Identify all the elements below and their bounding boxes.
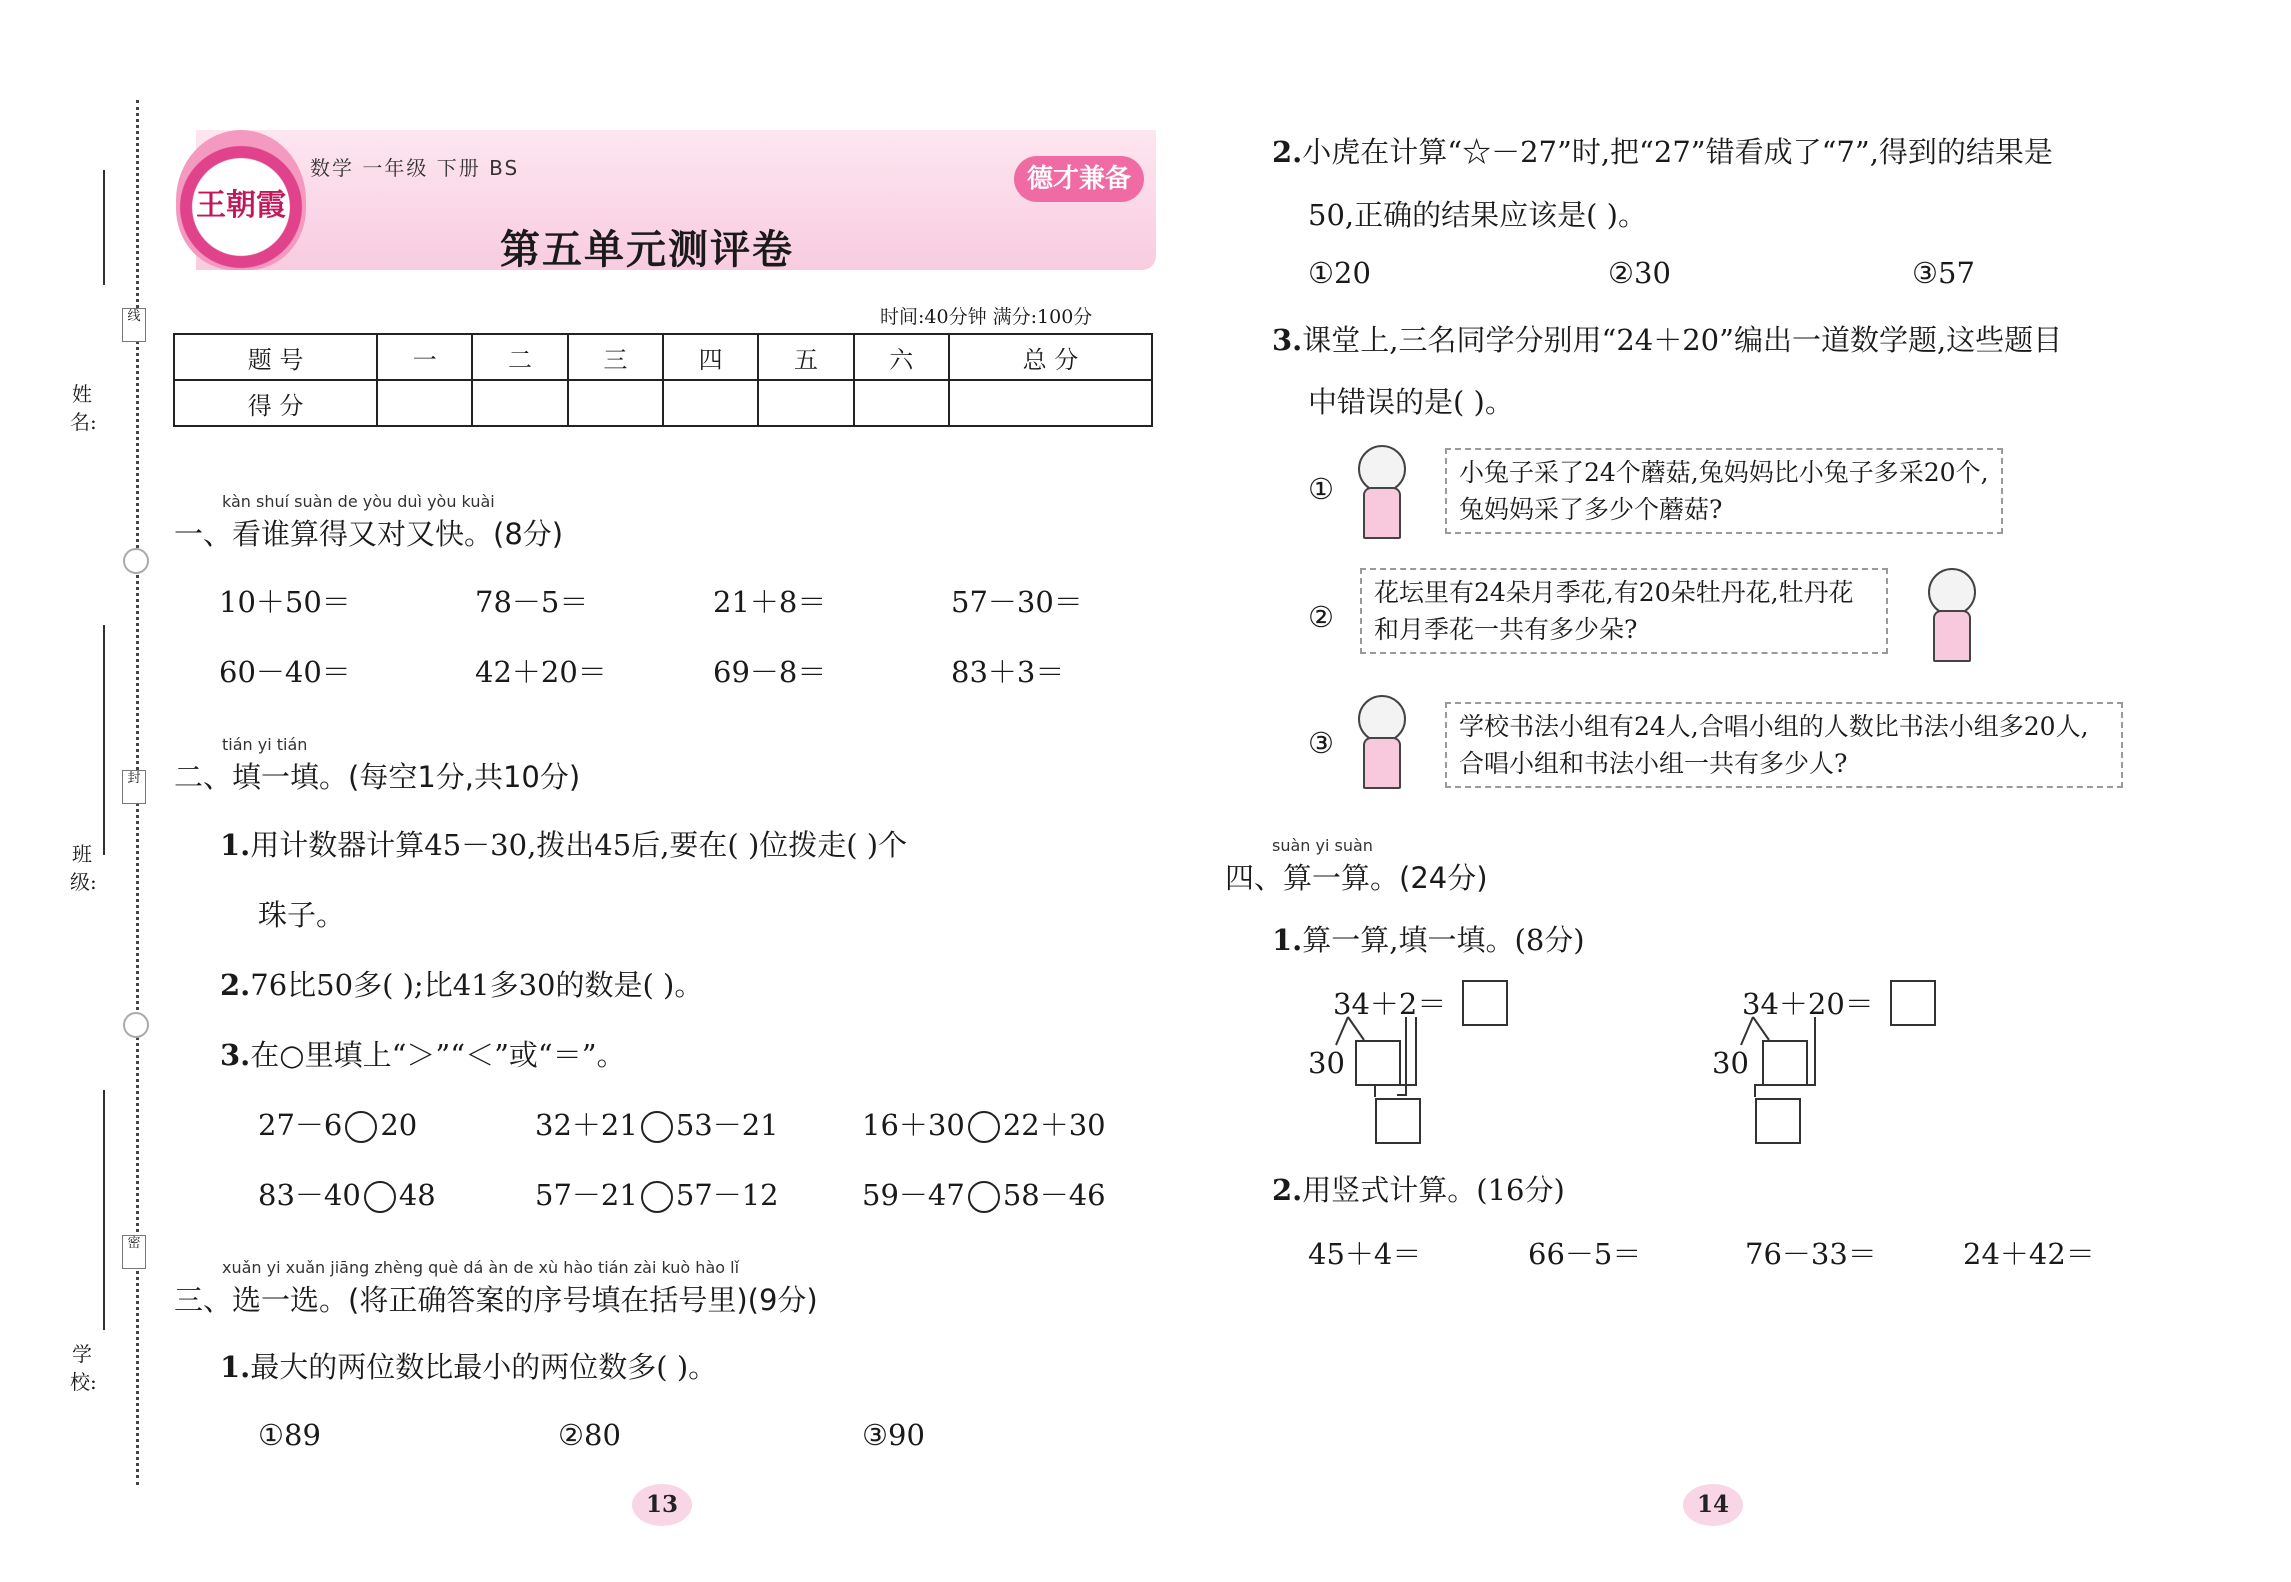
tree-expression: 34＋2＝: [1333, 987, 1447, 1021]
option-mark[interactable]: ②: [1308, 600, 1334, 634]
question-text: 用竖式计算。(16分): [1302, 1173, 1565, 1207]
question-text: 最大的两位数比最小的两位数多( )。: [250, 1350, 718, 1384]
option-2[interactable]: ②80: [558, 1418, 621, 1452]
compare-left: 83－40: [258, 1178, 361, 1212]
calc-item: 76－33＝: [1745, 1237, 1877, 1271]
question-s3-q3: [1272, 318, 2062, 359]
option-1[interactable]: ①20: [1308, 256, 1371, 290]
section2-title: 二、填一填。(每空1分,共10分): [174, 760, 581, 794]
girl-illustration-icon: [1915, 568, 1985, 663]
score-input-cell[interactable]: [568, 380, 663, 426]
compare-circle-blank[interactable]: [968, 1181, 1000, 1213]
tree-part: 30: [1712, 1046, 1749, 1080]
table-cell: 题 号: [174, 334, 377, 380]
cut-mark-line: 线: [122, 308, 146, 342]
question-text: 76比50多( );比41多30的数是( )。: [250, 968, 704, 1002]
girl-illustration-icon: [1345, 695, 1415, 790]
page-number: 14: [1683, 1484, 1743, 1526]
compare-item: [258, 1173, 436, 1214]
answer-box[interactable]: [1462, 980, 1508, 1026]
question-s3-q1: [220, 1345, 717, 1386]
compare-item: [258, 1103, 417, 1144]
compare-right: 53－21: [675, 1108, 779, 1142]
calc-item: 21＋8＝: [713, 585, 827, 619]
compare-left: 57－21: [535, 1178, 638, 1212]
question-number: 1.: [220, 828, 251, 862]
compare-circle-blank[interactable]: [364, 1181, 396, 1213]
option-mark[interactable]: ①: [1308, 472, 1334, 506]
question-number: 2.: [1272, 135, 1303, 169]
badge: 德才兼备: [1014, 156, 1144, 202]
question-number: 1.: [220, 1350, 251, 1384]
name-underline: [103, 170, 105, 285]
option-box: 学校书法小组有24人,合唱小组的人数比书法小组多20人,合唱小组和书法小组一共有多少人?: [1445, 702, 2123, 788]
compare-left: 27－6: [258, 1108, 343, 1142]
table-row: [174, 334, 1152, 380]
cut-mark-seal: 封: [122, 770, 146, 804]
question-s2-q3: [220, 1033, 626, 1074]
score-input-cell[interactable]: [472, 380, 567, 426]
question-s4-q1: [1272, 918, 1585, 959]
question-number: 3.: [1272, 323, 1303, 357]
score-input-cell[interactable]: [949, 380, 1152, 426]
table-cell: 得 分: [174, 380, 377, 426]
table-cell: 三: [568, 334, 663, 380]
option-box: 花坛里有24朵月季花,有20朵牡丹花,牡丹花和月季花一共有多少朵?: [1360, 568, 1888, 654]
question-text: 50,正确的结果应该是( )。: [1308, 198, 1647, 232]
option-1[interactable]: ①89: [258, 1418, 321, 1452]
calc-item: 45＋4＝: [1308, 1237, 1422, 1271]
cut-mark-secret: 密: [122, 1235, 146, 1269]
option-2[interactable]: ②30: [1608, 256, 1671, 290]
subject-breadcrumb: 数学 一年级 下册 BS: [310, 156, 520, 180]
table-cell: 四: [663, 334, 758, 380]
section4-title: 四、算一算。(24分): [1225, 861, 1488, 895]
question-s2-q2: [220, 963, 703, 1004]
question-s4-q2: [1272, 1168, 1565, 1209]
compare-right: 58－46: [1002, 1178, 1106, 1212]
answer-box[interactable]: [1890, 980, 1936, 1026]
compare-right: 57－12: [675, 1178, 779, 1212]
calc-item: 69－8＝: [713, 655, 827, 689]
compare-right: 48: [398, 1178, 436, 1212]
tree-part: 30: [1308, 1046, 1345, 1080]
compare-item: [862, 1103, 1106, 1144]
compare-right: 20: [380, 1108, 418, 1142]
question-number: 2.: [1272, 1173, 1303, 1207]
time-info: 时间:40分钟 满分:100分: [880, 306, 1093, 328]
compare-circle-blank[interactable]: [968, 1111, 1000, 1143]
option-mark[interactable]: ③: [1308, 726, 1334, 760]
calc-item: 78－5＝: [475, 585, 589, 619]
compare-left: 32＋21: [535, 1108, 638, 1142]
option-3[interactable]: ③90: [862, 1418, 925, 1452]
question-s3-q2: [1272, 130, 2053, 171]
section3-pinyin: xuǎn yi xuǎn jiāng zhèng què dá àn de xù hào tián zài kuò hào lǐ: [222, 1258, 740, 1277]
table-cell: 六: [854, 334, 949, 380]
compare-left: 16＋30: [862, 1108, 965, 1142]
question-text: 珠子。: [258, 898, 346, 932]
question-text: 小虎在计算“☆－27”时,把“27”错看成了“7”,得到的结果是: [1302, 135, 2053, 169]
compare-circle-blank[interactable]: [641, 1111, 673, 1143]
tree-expression: 34＋20＝: [1742, 987, 1874, 1021]
question-text: 用计数器计算45－30,拨出45后,要在( )位拨走( )个: [250, 828, 908, 862]
boy-illustration-icon: [1345, 445, 1415, 540]
school-label: 学 校:: [70, 1342, 97, 1394]
question-number: 2.: [220, 968, 251, 1002]
question-text: 在○里填上“＞”“＜”或“＝”。: [250, 1038, 626, 1072]
question-text: 算一算,填一填。(8分): [1302, 923, 1585, 957]
compare-left: 59－47: [862, 1178, 965, 1212]
score-input-cell[interactable]: [758, 380, 853, 426]
tree-lines: [1735, 1015, 1855, 1105]
question-number: 3.: [220, 1038, 251, 1072]
table-cell: 二: [472, 334, 567, 380]
compare-item: [535, 1173, 779, 1214]
option-3[interactable]: ③57: [1912, 256, 1975, 290]
score-input-cell[interactable]: [663, 380, 758, 426]
calc-item: 42＋20＝: [475, 655, 607, 689]
class-label: 班 级:: [70, 842, 97, 894]
calc-item: 66－5＝: [1528, 1237, 1642, 1271]
table-cell: 总 分: [949, 334, 1152, 380]
calc-item: 60－40＝: [219, 655, 351, 689]
section1-pinyin: kàn shuí suàn de yòu duì yòu kuài: [222, 492, 495, 511]
compare-right: 22＋30: [1002, 1108, 1106, 1142]
option-box: 小兔子采了24个蘑菇,兔妈妈比小兔子多采20个,兔妈妈采了多少个蘑菇?: [1445, 448, 2003, 534]
question-number: 1.: [1272, 923, 1303, 957]
compare-circle-blank[interactable]: [641, 1181, 673, 1213]
calc-item: 83＋3＝: [951, 655, 1065, 689]
calc-item: 24＋42＝: [1963, 1237, 2095, 1271]
page-title: 第五单元测评卷: [500, 227, 794, 273]
calc-item: 10＋50＝: [219, 585, 351, 619]
binding-ring-icon: [123, 1012, 149, 1038]
score-table: [173, 333, 1153, 427]
compare-item: [535, 1103, 779, 1144]
question-text: 中错误的是( )。: [1308, 385, 1514, 419]
question-text: 课堂上,三名同学分别用“24＋20”编出一道数学题,这些题目: [1302, 323, 2063, 357]
class-underline: [103, 625, 105, 855]
section4-pinyin: suàn yi suàn: [1272, 836, 1373, 855]
compare-item: [862, 1173, 1106, 1214]
score-input-cell[interactable]: [854, 380, 949, 426]
page-number: 13: [632, 1484, 692, 1526]
binding-ring-icon: [123, 548, 149, 574]
brand-logo-text: 王朝霞: [196, 188, 286, 223]
section1-title: 一、看谁算得又对又快。(8分): [174, 517, 564, 551]
name-label: 姓 名:: [70, 382, 97, 434]
table-cell: 五: [758, 334, 853, 380]
tree-lines: [1330, 1015, 1450, 1105]
score-input-cell[interactable]: [377, 380, 472, 426]
table-row: [174, 380, 1152, 426]
calc-item: 57－30＝: [951, 585, 1083, 619]
school-underline: [103, 1090, 105, 1330]
section2-pinyin: tián yi tián: [222, 735, 308, 754]
question-s2-q1: [220, 823, 907, 864]
section3-title: 三、选一选。(将正确答案的序号填在括号里)(9分): [174, 1283, 818, 1317]
compare-circle-blank[interactable]: [345, 1111, 377, 1143]
table-cell: 一: [377, 334, 472, 380]
